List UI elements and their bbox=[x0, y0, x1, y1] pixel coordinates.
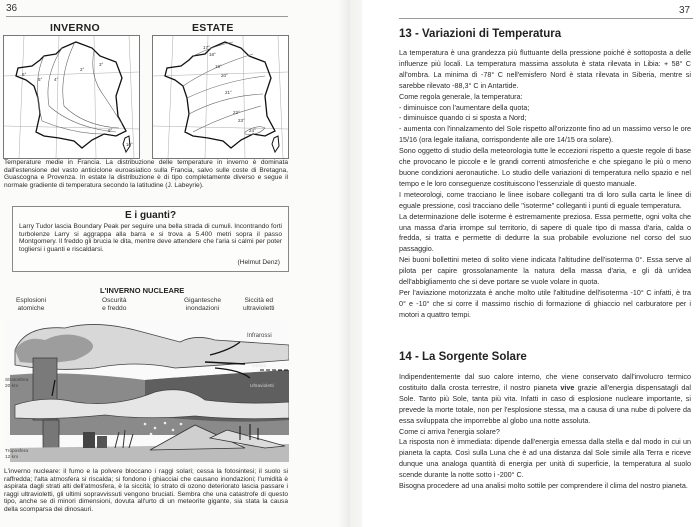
quote-box-author: (Helmut Denz) bbox=[237, 259, 280, 266]
header-rule-left bbox=[6, 16, 288, 17]
label-darkness-cold: Oscurità e freddo bbox=[102, 297, 127, 312]
section-13-body bbox=[399, 48, 691, 321]
section-14-title: 14 - La Sorgente Solare bbox=[399, 351, 527, 363]
svg-text:23°: 23° bbox=[238, 118, 245, 123]
map-summer-france bbox=[152, 35, 289, 159]
label-stratosphere: Stratosfera 20 km bbox=[5, 378, 29, 389]
section-13-title: 13 - Variazioni di Temperatura bbox=[399, 28, 562, 40]
paragraph: Sono oggetto di studio della meteorologia tutte le eccezioni rispetto a queste regole di base che provocano le piccole e le grandi correnti atmosferiche e che spiegano le più o meno buone condizioni aeronautiche. Lo studio delle variazioni di temperatura nello spazio e nel tempo e le loro conseguenze costituiscono l'essenziale di questo manuale. bbox=[399, 146, 691, 188]
svg-text:19°: 19° bbox=[215, 64, 222, 69]
paragraph: I meteorologi, come tracciano le linee isobare colleganti tra di loro sulla carta le linee di eguale pressione, così tracciano delle ''isoterme'' colleganti i punti di eguale temperatura. bbox=[399, 189, 691, 210]
quote-box bbox=[12, 206, 289, 272]
paragraph: Bisogna procedere ad una analisi molto sottile per comprendere il clima del nostro pianeta. bbox=[399, 481, 688, 491]
paragraph: Nei buoni bollettini meteo di solito viene indicata l'altitudine dell'isoterma 0°. Essa serve al pilota per capire grossolanamente la natura della massa d'aria, e gli dà un'idea dell'abbigliamento che si deve portare se vuole volare in quota. bbox=[399, 255, 691, 287]
emphasis-vive: vive bbox=[560, 382, 575, 392]
page-number-left: 36 bbox=[6, 3, 18, 14]
paragraph: La temperatura è una grandezza più fluttuante della pressione poiché è sottoposta a delle influenze più locali. La temperatura massima assoluta è stata rilevata in Libia: + 58° C all'ombra. La minima di -78° C nell'emisfero Nord è stata rilevata in Siberia, mentre si sarebbe rilevato -88,3° C in Antartide. bbox=[399, 48, 691, 90]
svg-text:4°: 4° bbox=[54, 77, 59, 82]
svg-text:2°: 2° bbox=[80, 67, 85, 72]
label-drought-uv: Siccità ed ultravioletti bbox=[243, 297, 275, 312]
label-infrared: Infrarossi bbox=[247, 333, 272, 339]
label-atomic-explosions: Esplosioni atomiche bbox=[16, 297, 47, 312]
map-title-winter: INVERNO bbox=[50, 22, 100, 34]
list-item: - diminuisce quando ci si sposta a Nord; bbox=[399, 113, 527, 123]
svg-text:9°: 9° bbox=[108, 128, 113, 133]
svg-text:6°: 6° bbox=[22, 72, 27, 77]
quote-box-title: E i guanti? bbox=[124, 210, 177, 221]
list-item: - diminuisce con l'aumentare della quota; bbox=[399, 102, 530, 112]
svg-text:5°: 5° bbox=[38, 77, 43, 82]
svg-text:24°: 24° bbox=[249, 128, 256, 133]
label-ozone: Ozono bbox=[252, 364, 267, 369]
nuclear-winter-illustration bbox=[5, 320, 289, 462]
svg-text:21°: 21° bbox=[225, 90, 232, 95]
paragraph: Come regola generale, la temperatura: bbox=[399, 91, 523, 101]
maps-caption: Temperature medie in Francia. La distribuzione delle temperature in inverno è dominata dall'estensione del vasto anticiclone euroasiatico sulla Francia, salvo sulle coste di Bretagna, Guascogna e Provenza. In estate la distribuzione è di tipo completamente diverso e segue il normale gradiente di temperatura secondo la latitudine (J. Labeyrie). bbox=[4, 159, 288, 189]
header-rule-right bbox=[399, 18, 693, 19]
map-title-summer: ESTATE bbox=[192, 22, 234, 34]
label-troposphere: Troposfera 12 km bbox=[5, 449, 29, 460]
map-winter-france bbox=[3, 35, 140, 159]
svg-text:3°: 3° bbox=[99, 62, 104, 67]
svg-text:10°: 10° bbox=[126, 142, 133, 147]
section-14-body bbox=[399, 372, 691, 492]
svg-text:18°: 18° bbox=[209, 52, 216, 57]
nuclear-winter-caption: L'inverno nucleare: il fumo e la polvere bloccano i raggi solari; cessa la fotosintesi; il suolo si raffredda; l'alta atmosfera si riscalda; si fondono i ghiacciai che causano inondazioni; l'umidità è aspirata dagli strati alti dell'atmosfera, è la siccità; lo strato di ozono deteriorato lascia passare i raggi ultravioletti, gli ultimi sopravvissuti vengono bruciati. Sembra che una catastrofe di questo tipo, anche se di minori dimensioni, dovuta all'urto di un meteorite gigante, sia stata la causa della scomparsa dei dinosauri. bbox=[4, 468, 288, 513]
quote-box-text: Larry Tudor lascia Boundary Peak per seguire una bella strada di cumuli. Incontrando forti turbolenze Larry si aggrappa alla barra e si trova a 5.400 metri sopra il passo Montgomery. Il freddo gli brucia le dita, mentre deve attendere che l'aria si calmi per poter togliersi i guanti e riscaldarsi. bbox=[19, 223, 282, 254]
paragraph: Come ci arriva l'energia solare? bbox=[399, 426, 500, 436]
list-item: - aumenta con l'innalzamento del Sole rispetto all'orizzonte fino ad un massimo verso le ore 15/16 (ora legale italiana, corrispondente alle ore 14/15 ora solare). bbox=[399, 124, 691, 145]
paragraph: Indipendentemente dal suo calore interno, che viene conservato dall'involucro termico costituito dalla crosta terrestre, il nostro pianeta vive grazie all'energia dispensatagli dal Sole. Tanto più Sole, tanta più vita. Infatti in caso di esplosione nucleare importante, si prevede la morte totale, non per l'esplosione stessa, ma a causa di una nube di polvere da essa sviluppata che imporrebbe al globo una notte assoluta. bbox=[399, 372, 692, 425]
label-ultraviolet: Ultravioletti bbox=[250, 384, 274, 389]
page-number-right: 37 bbox=[679, 5, 691, 16]
svg-text:22°: 22° bbox=[233, 110, 240, 115]
label-giant-floods: Gigantesche inondazioni bbox=[184, 297, 222, 312]
svg-text:17°: 17° bbox=[203, 45, 210, 50]
paragraph: Per l'aviazione motorizzata è anche molto utile l'altitudine dell'isoterma -10° C infatti, è tra 0° e -10° che si corre il massimo rischio di formazione di ghiaccio nel carburatore per i motori a quattro tempi. bbox=[399, 287, 691, 319]
nuclear-winter-title: L'INVERNO NUCLEARE bbox=[100, 286, 185, 295]
svg-text:20°: 20° bbox=[221, 73, 228, 78]
paragraph: La risposta non è immediata: dipende dall'energia emessa dalla stella e dal modo in cui un pianeta la capta. Così sulla Luna che è ad una distanza dal Sole simile alla Terra e riceve dunque una analoga quantità di energia per unità di superficie, la temperatura al suolo scende durante la notte sotto i -200° C. bbox=[399, 437, 691, 480]
paragraph: La determinazione delle isoterme è estremamente preziosa. Essa permette, ogni volta che una massa d'aria irrompe sul territorio, di sapere di quale tipo di massa d'aria, calda o fredda, si tratta e permette di dedurre la sua probabile evoluzione nel corso del suo passaggio. bbox=[399, 211, 691, 254]
